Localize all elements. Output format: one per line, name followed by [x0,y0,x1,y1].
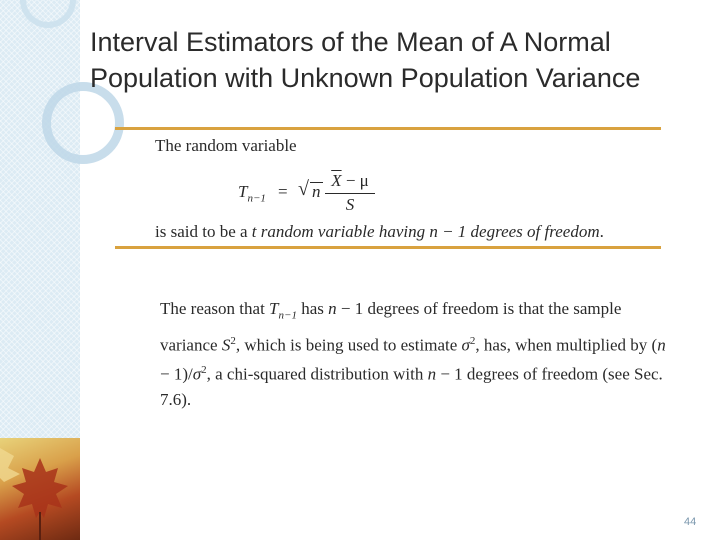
formula-radicand: n [312,182,321,201]
formula-equals: = [278,182,288,201]
formula-fraction [325,170,375,215]
definition-conclusion: is said to be a t random variable having n − 1 degrees of freedom. [155,222,604,241]
autumn-leaves-image [0,438,80,540]
formula-numerator: $\overline{X} - \mu$ [331,171,369,190]
sqrt-symbol: √ [298,178,309,200]
formula-denominator: S [345,195,355,214]
definition-intro: The random variable [155,136,297,155]
formula-lhs: $T_{n-1}$ [238,182,266,205]
slide-title: Interval Estimators of the Mean of A Normal Population with Unknown Population Variance [90,27,641,93]
explanation-paragraph: The reason that $T_{n-1}$ has n − 1 degrees of freedom is that the sample variance $S^2$, which is being used to estimate $\sigma^2$, has, when multiplied by $(n - 1)/\sigma^2$, a chi-squared distribution with n − 1 degrees of freedom (see Sec. 7.6). [160,299,666,410]
fraction-bar [325,193,375,194]
page-number: 44 [684,516,697,528]
maple-leaf-icon [0,438,80,540]
